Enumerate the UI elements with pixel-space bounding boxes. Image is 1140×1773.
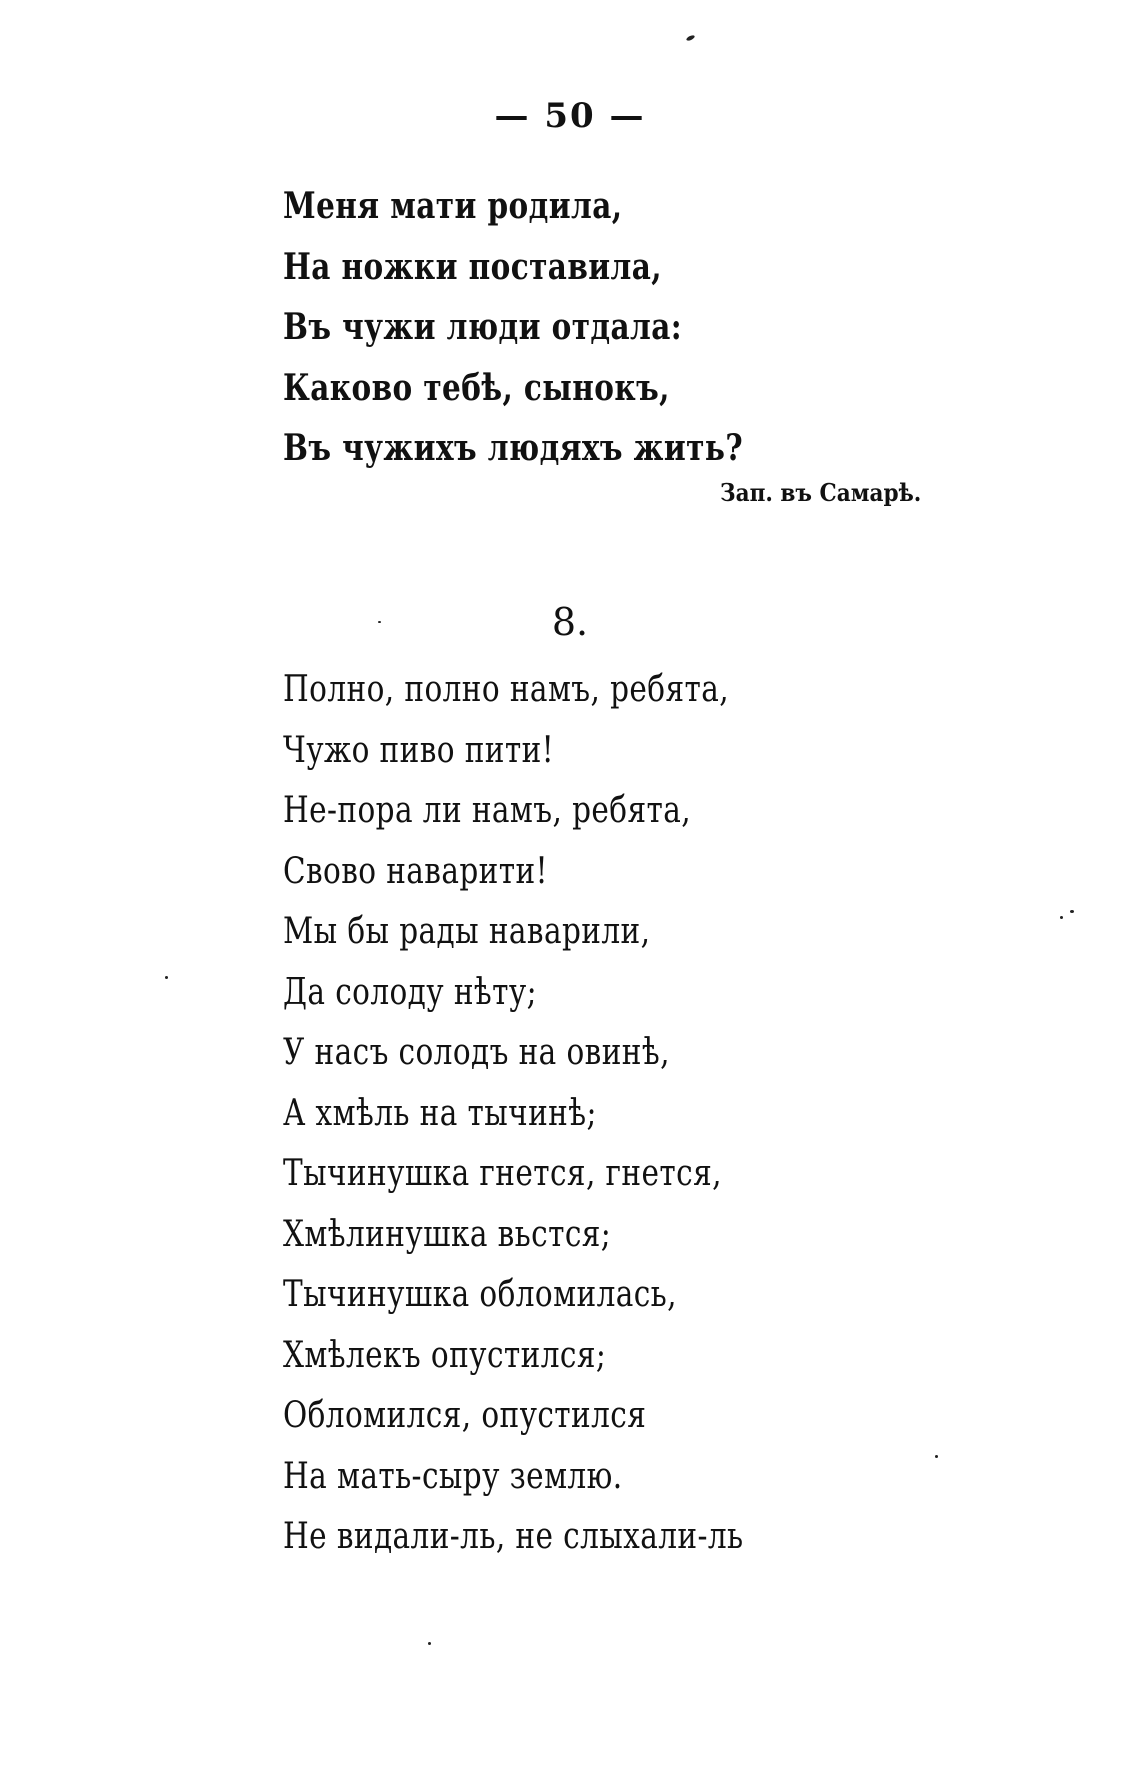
verse-line: У насъ солодъ на овинѣ, <box>283 1032 670 1073</box>
page-number: — 50 — <box>494 96 646 136</box>
verse-line: Чужо пиво пити! <box>283 729 554 771</box>
verse-line: Не-пора ли намъ, ребята, <box>283 790 692 831</box>
verse-line: Тычинушка обломилась, <box>283 1274 677 1315</box>
verse-line: Полно, полно намъ, ребята, <box>283 669 730 710</box>
verse-line: Свово наварити! <box>283 850 548 892</box>
scan-speck <box>1060 916 1063 919</box>
verse-stanza-two <box>283 660 845 1568</box>
verse-line: Обломился, опустился <box>283 1395 647 1436</box>
verse-line: Въ чужи люди отдала: <box>283 306 683 348</box>
scan-speck <box>686 34 696 41</box>
section-number: 8. <box>551 600 589 644</box>
verse-line: А хмѣль на тычинѣ; <box>283 1092 597 1134</box>
verse-line: Меня мати родила, <box>283 185 623 227</box>
verse-stanza-one <box>283 176 844 479</box>
scan-speck <box>1070 910 1074 913</box>
scan-speck <box>165 976 168 979</box>
scan-speck <box>428 1642 431 1645</box>
verse-line: На мать-сыру землю. <box>283 1455 623 1497</box>
verse-line: Мы бы рады наварили, <box>283 911 651 952</box>
verse-line: Не видали-ль, не слыхали-ль <box>283 1516 744 1557</box>
verse-line: Хмѣлинушка вьстся; <box>283 1213 612 1255</box>
verse-line: На ножки поставила, <box>283 245 663 288</box>
verse-line: Да солоду нѣту; <box>283 971 538 1013</box>
verse-line: Въ чужихъ людяхъ жить? <box>283 427 744 469</box>
verse-line: Тычинушка гнется, гнется, <box>283 1153 722 1194</box>
verse-line: Хмѣлекъ опустился; <box>283 1334 607 1376</box>
scan-speck <box>935 1455 938 1458</box>
verse-line: Каково тебѣ, сынокъ, <box>283 366 670 409</box>
source-attribution: Зап. въ Самарѣ. <box>720 478 922 507</box>
scan-speck <box>378 621 381 623</box>
